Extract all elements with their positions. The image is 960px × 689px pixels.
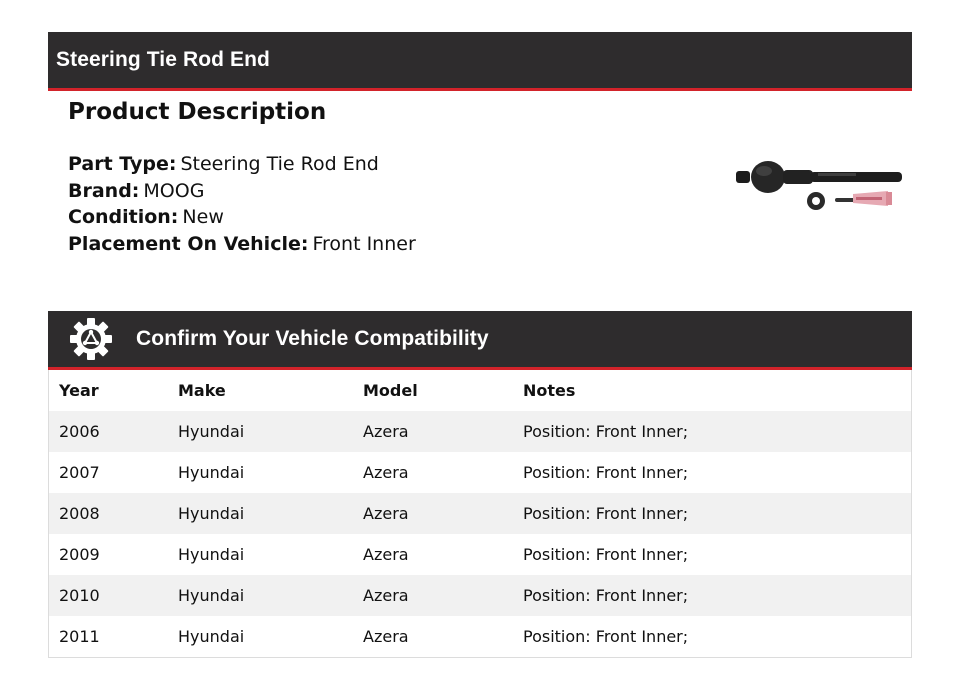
notes-cell: Position: Front Inner; bbox=[523, 504, 689, 523]
year-cell: 2008 bbox=[59, 504, 100, 523]
year-cell: 2009 bbox=[59, 545, 100, 564]
column-header-year: Year bbox=[59, 381, 99, 400]
table-row bbox=[49, 534, 911, 575]
year-cell: 2011 bbox=[59, 627, 100, 646]
model-cell: Azera bbox=[363, 422, 409, 441]
product-description-heading: Product Description bbox=[68, 99, 327, 125]
notes-cell: Position: Front Inner; bbox=[523, 586, 689, 605]
model-cell: Azera bbox=[363, 504, 409, 523]
model-cell: Azera bbox=[363, 586, 409, 605]
tie-rod-product-image bbox=[728, 150, 908, 220]
make-cell: Hyundai bbox=[178, 545, 245, 564]
notes-cell: Position: Front Inner; bbox=[523, 463, 689, 482]
make-cell: Hyundai bbox=[178, 627, 245, 646]
notes-cell: Position: Front Inner; bbox=[523, 545, 689, 564]
column-header-model: Model bbox=[363, 381, 418, 400]
table-header-row bbox=[49, 370, 911, 411]
compatibility-table bbox=[48, 370, 912, 658]
spec-list bbox=[68, 151, 416, 257]
gear-icon bbox=[70, 318, 112, 360]
spec-value: Front Inner bbox=[312, 232, 416, 255]
table-row bbox=[49, 452, 911, 493]
year-cell: 2007 bbox=[59, 463, 100, 482]
page-title: Steering Tie Rod End bbox=[56, 48, 270, 71]
model-cell: Azera bbox=[363, 627, 409, 646]
spec-label: Placement On Vehicle: bbox=[68, 232, 309, 255]
compatibility-title: Confirm Your Vehicle Compatibility bbox=[136, 327, 489, 350]
compatibility-bar bbox=[48, 311, 912, 370]
model-cell: Azera bbox=[363, 463, 409, 482]
make-cell: Hyundai bbox=[178, 586, 245, 605]
table-row bbox=[49, 411, 911, 452]
make-cell: Hyundai bbox=[178, 463, 245, 482]
spec-value: Steering Tie Rod End bbox=[180, 153, 379, 175]
spec-row-brand bbox=[68, 178, 416, 205]
spec-value: New bbox=[182, 206, 224, 228]
column-header-notes: Notes bbox=[523, 381, 576, 400]
table-row bbox=[49, 575, 911, 616]
spec-row-placement bbox=[68, 231, 416, 258]
title-bar bbox=[48, 32, 912, 91]
column-header-make: Make bbox=[178, 381, 226, 400]
spec-row-part-type bbox=[68, 151, 416, 178]
spec-row-condition bbox=[68, 204, 416, 231]
make-cell: Hyundai bbox=[178, 422, 245, 441]
spec-label: Condition: bbox=[68, 206, 179, 228]
spec-label: Brand: bbox=[68, 179, 140, 202]
make-cell: Hyundai bbox=[178, 504, 245, 523]
table-row bbox=[49, 493, 911, 534]
table-row bbox=[49, 616, 911, 657]
spec-label: Part Type: bbox=[68, 153, 177, 175]
notes-cell: Position: Front Inner; bbox=[523, 627, 689, 646]
notes-cell: Position: Front Inner; bbox=[523, 422, 689, 441]
year-cell: 2006 bbox=[59, 422, 100, 441]
model-cell: Azera bbox=[363, 545, 409, 564]
year-cell: 2010 bbox=[59, 586, 100, 605]
spec-value: MOOG bbox=[143, 179, 205, 202]
